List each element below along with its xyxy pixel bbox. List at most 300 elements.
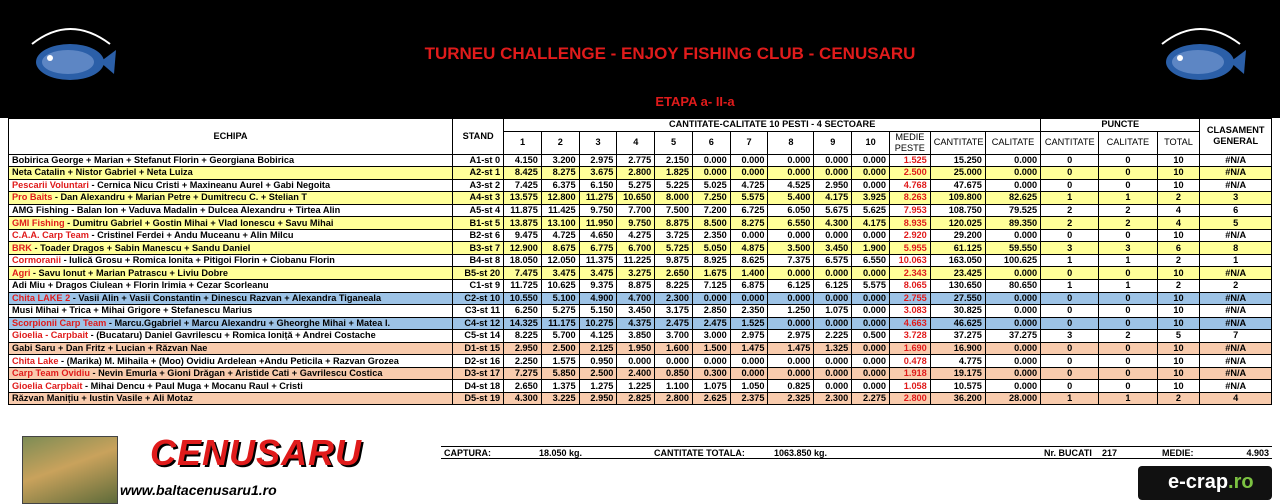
fish-weight-cell: 5.675 [814,204,852,217]
fish-weight-cell: 6.375 [541,179,579,192]
fish-weight-cell: 0.000 [768,355,814,368]
fish-weight-cell: 2.125 [579,342,617,355]
team-name: Pro Baits [12,192,53,203]
calitate-cell: 0.000 [985,380,1040,393]
team-name: Agri [12,267,31,278]
fish-weight-cell: 9.475 [504,229,542,242]
fish-weight-cell: 10.625 [541,280,579,293]
points-calitate-cell: 0 [1099,355,1157,368]
media-cell: 4.768 [889,179,930,192]
fish-weight-cell: 4.150 [504,154,542,167]
fish-weight-cell: 0.000 [768,167,814,180]
stand-cell: D2-st 16 [453,355,504,368]
media-cell: 3.083 [889,305,930,318]
fish-weight-cell: 2.150 [655,154,693,167]
points-total-cell: 10 [1157,292,1200,305]
fish-weight-cell: 3.675 [579,167,617,180]
team-name: Scorpionii Carp Team [12,317,107,328]
fish-weight-cell: 2.975 [730,330,768,343]
fish-weight-cell: 0.000 [692,355,730,368]
fish-weight-cell: 9.875 [655,254,693,267]
fish-weight-cell: 5.150 [579,305,617,318]
media-cell: 3.728 [889,330,930,343]
team-cell [9,380,453,393]
fish-col-header: 4 [617,131,655,154]
medie-value: 4.903 [1199,447,1272,459]
fish-weight-cell: 8.925 [692,254,730,267]
points-cantitate-cell: 0 [1041,305,1099,318]
ranking-cell: #N/A [1200,229,1272,242]
fish-weight-cell: 6.575 [814,254,852,267]
fish-weight-cell: 1.050 [730,380,768,393]
points-total-cell: 2 [1157,280,1200,293]
team-cell [9,192,453,205]
fish-weight-cell: 11.225 [617,254,655,267]
points-header: PUNCTE [1041,119,1200,132]
fish-weight-cell: 7.425 [504,179,542,192]
table-row [9,330,1272,343]
points-cantitate-cell: 0 [1041,179,1099,192]
fish-weight-cell: 0.000 [814,355,852,368]
table-row [9,204,1272,217]
fish-weight-cell: 4.725 [541,229,579,242]
points-cantitate-cell: 0 [1041,380,1099,393]
fish-weight-cell: 0.000 [768,154,814,167]
fish-weight-cell: 4.650 [579,229,617,242]
fish-weight-cell: 3.225 [541,392,579,405]
table-row [9,380,1272,393]
fish-weight-cell: 2.500 [541,342,579,355]
fish-weight-cell: 0.000 [852,380,890,393]
table-row [9,229,1272,242]
points-calitate-cell: 1 [1099,280,1157,293]
ranking-cell: #N/A [1200,179,1272,192]
table-row [9,254,1272,267]
team-cell [9,330,453,343]
stand-header: STAND [453,119,504,155]
media-cell: 8.065 [889,280,930,293]
points-cantitate-cell: 1 [1041,192,1099,205]
points-total-cell: 2 [1157,254,1200,267]
points-cantitate-cell: 2 [1041,204,1099,217]
ranking-cell: #N/A [1200,342,1272,355]
points-calitate-cell: 0 [1099,317,1157,330]
team-name: Chita LAKE 2 [12,292,71,303]
fish-weight-cell: 3.000 [692,330,730,343]
fish-weight-cell: 1.075 [692,380,730,393]
fish-col-header: 9 [814,131,852,154]
team-members: Adi Miu + Dragos Ciulean + Florin Irimia + Cezar Scorleanu [12,280,269,291]
brand-url: www.baltacenusaru1.ro [120,482,277,498]
media-cell: 10.063 [889,254,930,267]
table-row [9,305,1272,318]
results-table [8,118,1272,405]
calitate-cell: 0.000 [985,367,1040,380]
fish-weight-cell: 0.000 [814,154,852,167]
fish-col-header: 1 [504,131,542,154]
fish-weight-cell: 7.200 [692,204,730,217]
stand-cell: D5-st 19 [453,392,504,405]
stage-title: ETAPA a- II-a [655,94,735,109]
stand-cell: A4-st 3 [453,192,504,205]
calitate-cell: 0.000 [985,292,1040,305]
fish-weight-cell: 7.275 [504,367,542,380]
stand-cell: C2-st 10 [453,292,504,305]
points-calitate-cell: 0 [1099,380,1157,393]
fish-weight-cell: 6.550 [768,217,814,230]
team-name: Pescarii Voluntari [12,179,89,190]
fish-weight-cell: 4.300 [814,217,852,230]
media-cell: 2.755 [889,292,930,305]
team-name: Gioelia Carpbait [12,380,83,391]
fish-weight-cell: 0.000 [852,355,890,368]
points-total-cell: 10 [1157,342,1200,355]
fish-weight-cell: 8.425 [504,167,542,180]
fish-weight-cell: 0.000 [852,292,890,305]
fish-weight-cell: 1.475 [730,342,768,355]
team-members: - Savu Ionut + Marian Patrascu + Liviu Dobre [30,267,228,278]
team-members: AMG Fishing - Balan Ion + Vaduva Madalin + Dulcea Alexandru + Tirtea Alin [12,205,341,215]
fish-weight-cell: 3.500 [768,242,814,255]
fish-weight-cell: 3.450 [814,242,852,255]
table-row [9,355,1272,368]
stand-cell: D3-st 17 [453,367,504,380]
team-cell [9,254,453,267]
fish-weight-cell: 12.900 [504,242,542,255]
ranking-cell: 5 [1200,217,1272,230]
team-cell [9,280,453,293]
team-members: - Vasii Alin + Vasii Constantin + Dinescu Razvan + Alexandra Tiganeala [70,292,382,303]
points-cantitate-cell: 0 [1041,317,1099,330]
table-row [9,154,1272,167]
media-cell: 2.800 [889,392,930,405]
fish-weight-cell: 3.850 [617,330,655,343]
page-title: TURNEU CHALLENGE - ENJOY FISHING CLUB - CENUSARU [424,44,916,63]
table-row [9,267,1272,280]
team-members: Bobirica George + Marian + Stefanut Florin + Georgiana Bobirica [12,154,295,165]
points-total-cell: 6 [1157,242,1200,255]
captura-label: CAPTURA: [441,447,536,459]
sponsor-name-tld: .ro [1228,471,1254,493]
fish-col-header: 5 [655,131,693,154]
table-row [9,179,1272,192]
fish-weight-cell: 7.250 [692,192,730,205]
fish-col-header: 2 [541,131,579,154]
fish-weight-cell: 8.275 [730,217,768,230]
media-cell: 8.263 [889,192,930,205]
ranking-cell: 7 [1200,330,1272,343]
captura-value: 18.050 kg. [536,447,651,459]
ranking-cell: 2 [1200,280,1272,293]
cantitate-cell: 47.675 [930,179,985,192]
fish-weight-cell: 4.275 [617,229,655,242]
ranking-cell: 3 [1200,192,1272,205]
table-row [9,217,1272,230]
stand-cell: A5-st 4 [453,204,504,217]
team-members: - Toader Dragos + Sabin Manescu + Sandu Daniel [31,242,251,253]
team-members: - Dan Alexandru + Marian Petre + Dumitrecu C. + Stelian T [52,192,308,203]
fish-weight-cell: 5.275 [541,305,579,318]
team-members: - Cristinel Ferdei + Andu Muceanu + Alin Milcu [88,230,294,241]
points-calitate-cell: 0 [1099,367,1157,380]
fish-weight-cell: 4.875 [730,242,768,255]
points-calitate-cell: 0 [1099,267,1157,280]
brand-name: CENUSARU [150,432,363,473]
calitate-header: CALITATE [985,131,1040,154]
team-name: Chita Lake [12,355,59,366]
points-total-cell: 10 [1157,305,1200,318]
fish-weight-cell: 11.425 [541,204,579,217]
fish-col-header: 10 [852,131,890,154]
fish-weight-cell: 2.950 [814,179,852,192]
points-total-cell: 10 [1157,154,1200,167]
angler-photo [22,436,118,504]
calitate-cell: 100.625 [985,254,1040,267]
calitate-cell: 0.000 [985,305,1040,318]
fish-weight-cell: 5.275 [617,179,655,192]
fish-weight-cell: 0.000 [814,167,852,180]
fish-weight-cell: 1.525 [730,317,768,330]
fish-weight-cell: 1.325 [814,342,852,355]
points-calitate-cell: 2 [1099,330,1157,343]
points-cantitate-cell: 3 [1041,330,1099,343]
fish-weight-cell: 5.700 [541,330,579,343]
fish-weight-cell: 0.000 [814,367,852,380]
fish-weight-cell: 5.050 [692,242,730,255]
media-cell: 8.935 [889,217,930,230]
fish-weight-cell: 13.875 [504,217,542,230]
fish-weight-cell: 0.000 [814,292,852,305]
fish-weight-cell: 5.575 [730,192,768,205]
points-total-header: TOTAL [1157,131,1200,154]
media-cell: 2.343 [889,267,930,280]
team-members: - Mihai Dencu + Paul Muga + Mocanu Raul + Cristi [82,380,303,391]
fish-weight-cell: 6.875 [730,280,768,293]
fish-weight-cell: 0.000 [852,342,890,355]
points-total-cell: 10 [1157,367,1200,380]
ranking-cell: 1 [1200,254,1272,267]
fish-weight-cell: 0.850 [655,367,693,380]
fish-weight-cell: 2.800 [617,167,655,180]
fish-weight-cell: 0.000 [692,167,730,180]
fish-weight-cell: 0.000 [692,292,730,305]
media-cell: 5.955 [889,242,930,255]
points-cantitate-cell: 1 [1041,392,1099,405]
fish-weight-cell: 1.075 [814,305,852,318]
fish-weight-cell: 0.000 [852,317,890,330]
fish-weight-cell: 8.875 [617,280,655,293]
fish-weight-cell: 1.600 [655,342,693,355]
fish-weight-cell: 10.650 [617,192,655,205]
media-cell: 4.663 [889,317,930,330]
ranking-header: CLASAMENT GENERAL [1200,119,1272,155]
table-row [9,167,1272,180]
fish-weight-cell: 7.125 [692,280,730,293]
fish-weight-cell: 5.725 [655,242,693,255]
fish-weight-cell: 7.475 [504,267,542,280]
fish-weight-cell: 1.225 [617,380,655,393]
calitate-cell: 0.000 [985,179,1040,192]
fish-weight-cell: 2.275 [852,392,890,405]
fish-weight-cell: 9.750 [617,217,655,230]
team-name: C.A.A. Carp Team [12,230,89,241]
ranking-cell: #N/A [1200,367,1272,380]
fish-weight-cell: 8.275 [541,167,579,180]
fish-weight-cell: 6.250 [504,305,542,318]
fish-weight-cell: 4.725 [730,179,768,192]
calitate-cell: 79.525 [985,204,1040,217]
cantitate-cell: 27.550 [930,292,985,305]
stand-cell: C4-st 12 [453,317,504,330]
media-cell: 1.525 [889,154,930,167]
team-members: - Marcu.Ggabriel + Marcu Alexandru + Gheorghe Mihai + Matea I. [106,317,391,328]
cantitate-cell: 10.575 [930,380,985,393]
stand-cell: C3-st 11 [453,305,504,318]
cantitate-cell: 36.200 [930,392,985,405]
fish-weight-cell: 0.500 [852,330,890,343]
fish-weight-cell: 10.275 [579,317,617,330]
fish-col-header: 6 [692,131,730,154]
fish-weight-cell: 4.300 [504,392,542,405]
fish-weight-cell: 0.000 [814,267,852,280]
cantitate-cell: 29.200 [930,229,985,242]
fish-weight-cell: 4.700 [617,292,655,305]
team-members: Neta Catalin + Nistor Gabriel + Neta Luiza [12,167,193,178]
fish-weight-cell: 1.950 [617,342,655,355]
media-header: MEDIE PESTE [889,131,930,154]
fish-weight-cell: 0.000 [692,154,730,167]
stand-cell: C5-st 14 [453,330,504,343]
stand-cell: D1-st 15 [453,342,504,355]
fish-weight-cell: 8.225 [504,330,542,343]
points-total-cell: 10 [1157,179,1200,192]
team-cell [9,229,453,242]
fish-weight-cell: 0.000 [852,305,890,318]
team-cell [9,179,453,192]
points-calitate-cell: 0 [1099,292,1157,305]
fish-weight-cell: 0.000 [655,355,693,368]
media-cell: 1.690 [889,342,930,355]
fish-weight-cell: 0.825 [768,380,814,393]
fish-weight-cell: 2.625 [692,392,730,405]
fish-weight-cell: 1.675 [692,267,730,280]
fish-weight-cell: 11.950 [579,217,617,230]
points-calitate-cell: 0 [1099,179,1157,192]
header-banner [0,0,1280,118]
cantitate-cell: 46.625 [930,317,985,330]
cantitate-cell: 4.775 [930,355,985,368]
points-total-cell: 10 [1157,229,1200,242]
fish-weight-cell: 2.975 [579,154,617,167]
calitate-cell: 80.650 [985,280,1040,293]
fish-weight-cell: 4.375 [617,317,655,330]
stand-cell: D4-st 18 [453,380,504,393]
team-name: GMI Fishing [12,217,65,228]
fish-col-header: 7 [730,131,768,154]
fish-weight-cell: 8.675 [541,242,579,255]
media-cell: 2.920 [889,229,930,242]
fish-weight-cell: 0.000 [730,292,768,305]
fish-weight-cell: 6.725 [730,204,768,217]
team-cell [9,367,453,380]
fish-weight-cell: 2.500 [579,367,617,380]
fish-weight-cell: 11.725 [504,280,542,293]
catch-header: CANTITATE-CALITATE 10 PESTI - 4 SECTOARE [504,119,1041,132]
media-cell: 7.953 [889,204,930,217]
fish-weight-cell: 2.400 [617,367,655,380]
table-row [9,292,1272,305]
fish-weight-cell: 0.000 [814,380,852,393]
points-total-cell: 10 [1157,267,1200,280]
fish-weight-cell: 9.375 [579,280,617,293]
fish-weight-cell: 4.900 [579,292,617,305]
table-row [9,317,1272,330]
fish-weight-cell: 2.250 [504,355,542,368]
fish-weight-cell: 0.000 [852,167,890,180]
fish-weight-cell: 7.500 [655,204,693,217]
cantitate-cell: 120.025 [930,217,985,230]
points-total-cell: 2 [1157,392,1200,405]
table-row [9,192,1272,205]
fish-weight-cell: 9.750 [579,204,617,217]
team-members: - Iulică Grosu + Romica Ionita + Pitigoi Florin + Ciobanu Florin [61,255,335,266]
fish-weight-cell: 1.900 [852,242,890,255]
summary-bar [441,446,1272,459]
fish-weight-cell: 6.775 [579,242,617,255]
fish-weight-cell: 6.050 [768,204,814,217]
fish-weight-cell: 12.800 [541,192,579,205]
fish-weight-cell: 18.050 [504,254,542,267]
points-calitate-cell: 0 [1099,154,1157,167]
fish-weight-cell: 2.350 [730,305,768,318]
points-total-cell: 10 [1157,380,1200,393]
calitate-cell: 0.000 [985,154,1040,167]
ranking-cell: #N/A [1200,355,1272,368]
fish-weight-cell: 12.050 [541,254,579,267]
cantitate-cell: 163.050 [930,254,985,267]
media-cell: 1.918 [889,367,930,380]
points-cantitate-cell: 0 [1041,367,1099,380]
stand-cell: B2-st 6 [453,229,504,242]
points-cantitate-cell: 1 [1041,280,1099,293]
bucati-label: Nr. BUCATI [1041,447,1099,459]
fish-weight-cell: 2.650 [655,267,693,280]
fish-weight-cell: 2.775 [617,154,655,167]
fish-weight-cell: 1.375 [541,380,579,393]
ranking-cell: #N/A [1200,305,1272,318]
points-calitate-cell: 2 [1099,217,1157,230]
media-cell: 1.058 [889,380,930,393]
team-members: - Nevin Emurla + Gioni Drăgan + Aristide Cati + Gavrilescu Costica [89,368,383,379]
fish-weight-cell: 10.550 [504,292,542,305]
fish-weight-cell: 6.550 [852,254,890,267]
cantitate-cell: 108.750 [930,204,985,217]
sponsor-name [1168,471,1254,494]
fish-weight-cell: 3.475 [579,267,617,280]
cantitate-cell: 23.425 [930,267,985,280]
fish-weight-cell: 6.125 [814,280,852,293]
cantitate-cell: 37.275 [930,330,985,343]
table-row [9,280,1272,293]
fish-weight-cell: 0.000 [617,355,655,368]
points-calitate-cell: 0 [1099,229,1157,242]
fish-weight-cell: 7.375 [768,254,814,267]
fish-weight-cell: 3.925 [852,192,890,205]
calitate-cell: 28.000 [985,392,1040,405]
calitate-cell: 89.350 [985,217,1040,230]
fish-weight-cell: 2.300 [814,392,852,405]
fish-weight-cell: 0.000 [730,367,768,380]
